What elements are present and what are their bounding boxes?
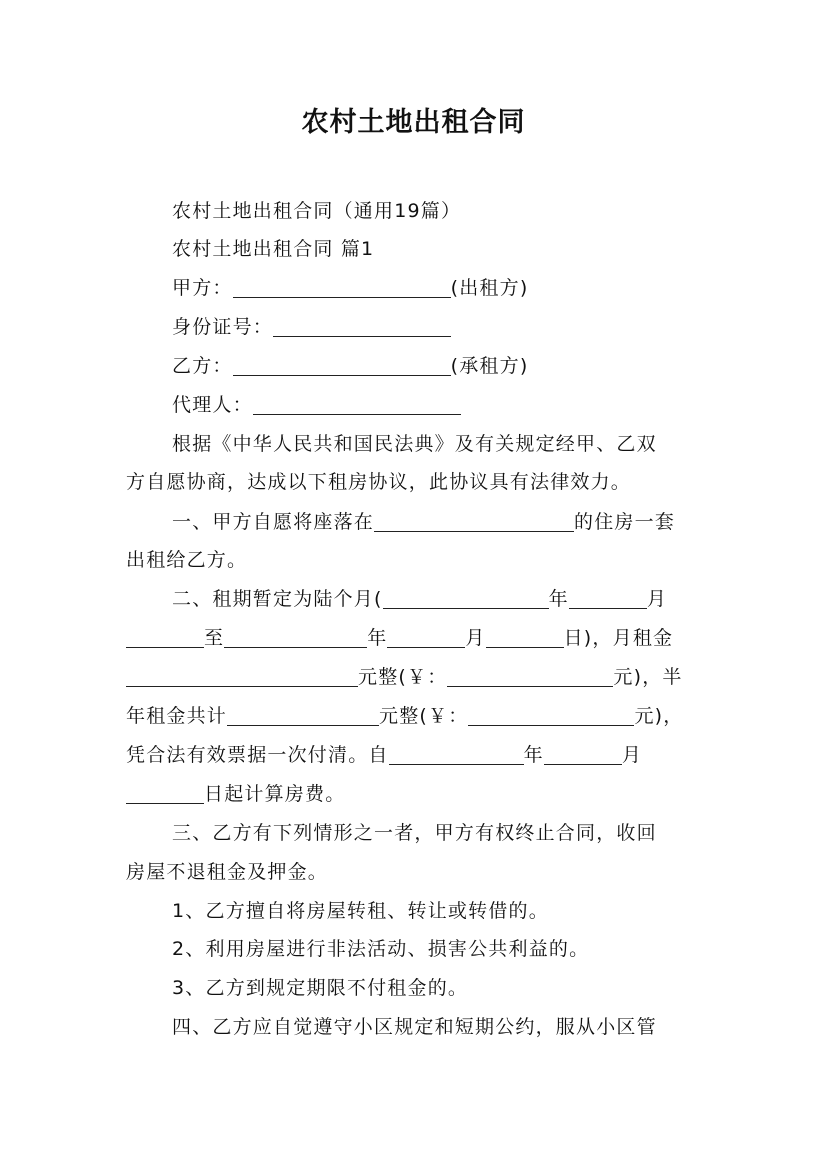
paragraph-line: 出租给乙方。 (126, 549, 248, 571)
paragraph-line: 三、乙方有下列情形之一者，甲方有权终止合同，收回 (172, 822, 657, 844)
half-year-rent-blank[interactable] (227, 701, 379, 726)
start-year-blank[interactable] (383, 584, 549, 609)
paragraph-line: 根据《中华人民共和国民法典》及有关规定经甲、乙双 (172, 433, 657, 455)
paragraph-line: 方自愿协商，达成以下租房协议，此协议具有法律效力。 (126, 471, 632, 493)
end-day-blank[interactable] (486, 623, 564, 648)
start-day-blank[interactable] (126, 623, 204, 648)
start-month-blank[interactable] (569, 584, 647, 609)
clause-2-line: 年租金共计 元整(￥： 元)， (126, 697, 706, 735)
agent-line: 代理人： (126, 386, 752, 424)
monthly-rent-amount-blank[interactable] (447, 662, 613, 687)
billing-month-blank[interactable] (544, 740, 622, 765)
section-heading: 农村土地出租合同 篇1 (172, 238, 375, 260)
half-year-rent-amount-blank[interactable] (468, 701, 634, 726)
monthly-rent-blank[interactable] (126, 662, 358, 687)
document-title: 农村土地出租合同 (301, 107, 526, 138)
end-year-blank[interactable] (224, 623, 367, 648)
clause-1-line: 一、甲方自愿将座落在 的住房一套 (126, 503, 752, 541)
party-a-blank[interactable] (233, 273, 451, 298)
id-number-blank[interactable] (273, 312, 451, 337)
list-item: 2、利用房屋进行非法活动、损害公共利益的。 (172, 938, 590, 960)
clause-2-line: 至 年 月 日)，月租金 (126, 619, 706, 657)
subtitle: 农村土地出租合同（通用19篇） (172, 200, 462, 222)
end-month-blank[interactable] (387, 623, 465, 648)
billing-year-blank[interactable] (389, 740, 524, 765)
location-blank[interactable] (374, 507, 574, 532)
clause-2-line: 日起计算房费。 (126, 775, 706, 813)
list-item: 1、乙方擅自将房屋转租、转让或转借的。 (172, 900, 549, 922)
paragraph-line: 四、乙方应自觉遵守小区规定和短期公约，服从小区管 (172, 1016, 657, 1038)
list-item: 3、乙方到规定期限不付租金的。 (172, 977, 469, 999)
clause-2-line: 凭合法有效票据一次付清。自 年 月 (126, 736, 706, 774)
clause-2-line: 元整(￥： 元)，半 (126, 658, 706, 696)
clause-2-line: 二、租期暂定为陆个月( 年 月 (126, 580, 752, 618)
party-b-blank[interactable] (233, 351, 451, 376)
id-number-line: 身份证号： (126, 308, 752, 346)
party-b-line: 乙方： (承租方) (126, 347, 752, 385)
paragraph-line: 房屋不退租金及押金。 (126, 861, 329, 883)
party-a-line: 甲方： (出租方) (126, 269, 752, 307)
billing-day-blank[interactable] (126, 779, 204, 804)
agent-blank[interactable] (253, 390, 461, 415)
